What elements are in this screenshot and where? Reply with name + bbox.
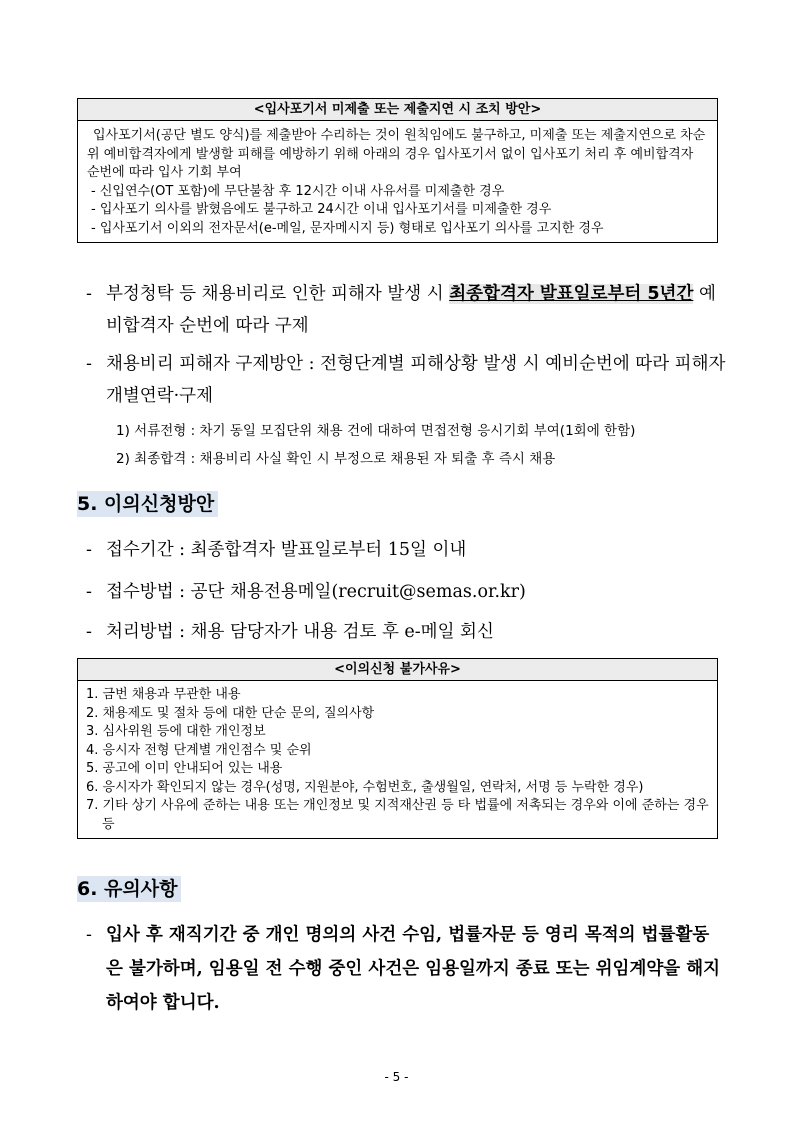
notice-item: - 입사포기 의사를 밝혔음에도 불구하고 24시간 이내 입사포기서를 미제출한 경우	[91, 202, 552, 217]
dash-marker: -	[86, 354, 92, 374]
section-6-body: 입사 후 재직기간 중 개인 명의의 사건 수임, 법률자문 등 영리 목적의 법률활동은 불가하며, 임용일 전 수행 중인 사건은 임용일까지 종료 또는 위임계약을 해지하여야 합니다.	[106, 925, 721, 1013]
relief-item-1	[86, 278, 726, 342]
page-number: - 5 -	[384, 1070, 409, 1084]
objection-item: 3. 심사위원 등에 대한 개인정보	[86, 724, 266, 739]
objection-item: 2. 채용제도 및 절차 등에 대한 단순 문의, 질의사항	[86, 705, 375, 721]
relief-sub-item: 2) 최종합격 : 채용비리 사실 확인 시 부정으로 채용된 자 퇴출 후 즉시 채용	[116, 451, 556, 467]
section-5-item-text: 접수방법 : 공단 채용전용메일(recruit@semas.or.kr)	[106, 582, 526, 602]
objection-item: 6. 응시자가 확인되지 않는 경우(성명, 지원분야, 수험번호, 출생월일, 연락처, 서명 등 누락한 경우)	[86, 779, 644, 795]
relief-item-1-suffix: 예비합격자 순번에 따라 구제	[106, 284, 716, 336]
dash-marker: -	[86, 540, 92, 560]
notice-item: - 입사포기서 이외의 전자문서(e-메일, 문자메시지 등) 형태로 입사포기 의사를 고지한 경우	[91, 220, 604, 236]
notice-paragraph: 입사포기서(공단 별도 양식)를 제출받아 수리하는 것이 원칙임에도 불구하고, 미제출 또는 제출지연으로 차순위 예비합격자에게 발생할 피해를 예방하기 위해 아래의 경우 입사포기서 없이 입사포기 처리 후 예비합격자 순번에 따라 입사 기회 부여	[87, 128, 706, 180]
section-5-title: 5. 이의신청방안	[77, 491, 218, 517]
objection-item: 4. 응시자 전형 단계별 개인점수 및 순위	[86, 742, 312, 758]
notice-box-body	[78, 121, 717, 242]
objection-box	[77, 658, 718, 839]
notice-box	[77, 98, 718, 243]
objection-box-body	[78, 681, 717, 838]
relief-sub-item: 1) 서류전형 : 차기 동일 모집단위 채용 건에 대하여 면접전형 응시기회 부여(1회에 한함)	[116, 423, 636, 439]
dash-marker: -	[86, 622, 92, 642]
section-6-text	[86, 918, 726, 1020]
relief-item-1-highlight: 최종합격자 발표일로부터 5년간	[449, 284, 694, 304]
section-5-item	[86, 616, 726, 648]
objection-item: 7. 기타 상기 사유에 준하는 내용 또는 개인정보 및 지적재산권 등 타 법률에 저촉되는 경우와 이에 준하는 경우 등	[86, 798, 709, 832]
relief-item-2	[86, 348, 726, 412]
dash-marker: -	[86, 284, 92, 304]
objection-box-title: <이의신청 불가사유>	[78, 659, 717, 681]
relief-item-1-prefix: 부정청탁 등 채용비리로 인한 피해자 발생 시	[106, 284, 450, 304]
section-6-title: 6. 유의사항	[77, 876, 181, 902]
dash-marker: -	[86, 582, 92, 602]
section-5-item	[86, 576, 726, 608]
relief-item-2-text: 채용비리 피해자 구제방안 : 전형단계별 피해상황 발생 시 예비순번에 따라 피해자 개별연락·구제	[106, 354, 726, 406]
notice-item: - 신입연수(OT 포함)에 무단불참 후 12시간 이내 사유서를 미제출한 경우	[91, 183, 505, 199]
section-5-item	[86, 534, 726, 566]
dash-marker: -	[86, 925, 92, 945]
objection-item: 1. 금번 채용과 무관한 내용	[86, 687, 241, 702]
notice-box-title: <입사포기서 미제출 또는 제출지연 시 조치 방안>	[78, 99, 717, 121]
objection-item: 5. 공고에 이미 안내되어 있는 내용	[86, 761, 283, 776]
section-5-item-text: 접수기간 : 최종합격자 발표일로부터 15일 이내	[106, 540, 467, 560]
section-5-item-text: 처리방법 : 채용 담당자가 내용 검토 후 e-메일 회신	[106, 622, 494, 642]
